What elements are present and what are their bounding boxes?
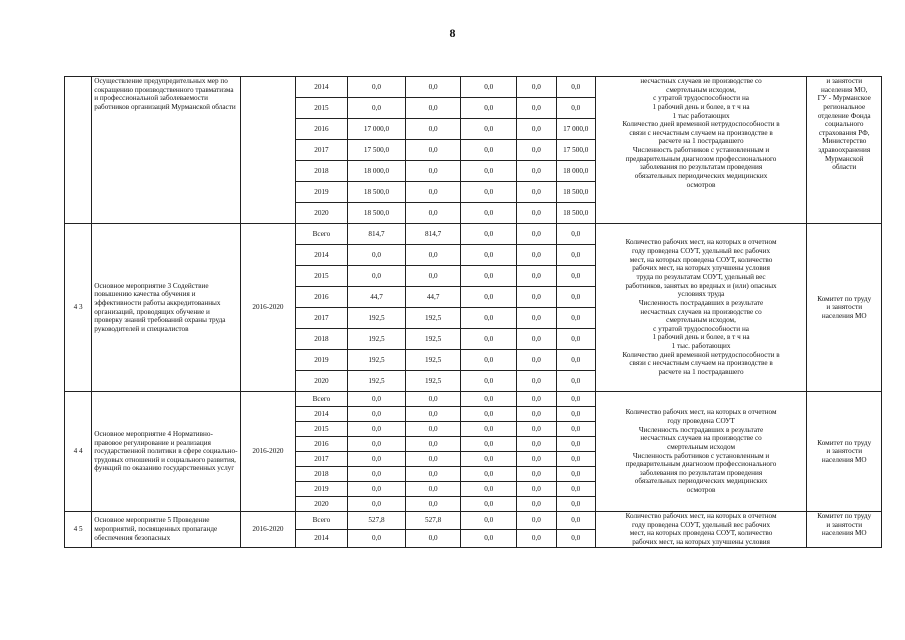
value-cell: 814,7 bbox=[348, 224, 406, 245]
result-line: предварительным диагнозом профессионального bbox=[625, 460, 777, 469]
value-cell: 0,0 bbox=[556, 98, 595, 119]
page-number: 8 bbox=[449, 26, 456, 40]
value-cell: 0,0 bbox=[405, 98, 461, 119]
value-cell: 0,0 bbox=[461, 329, 517, 350]
value-cell: 0,0 bbox=[516, 467, 556, 482]
result-line: Количество рабочих мест, на которых в отчетном bbox=[625, 512, 777, 520]
value-cell: 0,0 bbox=[348, 98, 406, 119]
value-cell: 0,0 bbox=[461, 350, 517, 371]
value-cell: 0,0 bbox=[556, 497, 595, 512]
value-cell: 17 500,0 bbox=[556, 140, 595, 161]
year-cell: 2015 bbox=[295, 266, 347, 287]
value-cell: 0,0 bbox=[348, 529, 406, 547]
value-cell: 0,0 bbox=[348, 245, 406, 266]
value-cell: 0,0 bbox=[516, 224, 556, 245]
executor-line: Комитет по труду bbox=[817, 512, 872, 520]
value-cell: 0,0 bbox=[348, 452, 406, 467]
value-cell: 18 500,0 bbox=[348, 203, 406, 224]
value-cell: 0,0 bbox=[556, 329, 595, 350]
year-cell: Всего bbox=[295, 512, 347, 530]
result-line: смертельным исходом, bbox=[666, 85, 736, 94]
year-cell: 2014 bbox=[295, 529, 347, 547]
value-cell: 0,0 bbox=[461, 140, 517, 161]
item-title: Основное мероприятие 5 Проведение мероприятий, посвященных пропаганде обеспечения безопасных bbox=[92, 512, 241, 548]
value-cell: 0,0 bbox=[348, 467, 406, 482]
value-cell: 0,0 bbox=[516, 140, 556, 161]
value-cell: 0,0 bbox=[556, 422, 595, 437]
item-title: Основное мероприятие 4 Нормативно-правовое регулирование и реализация государственной политики в сфере социально-трудовых отношений и социального развития, функций по оказанию государственных услуг bbox=[92, 392, 241, 512]
year-cell: 2015 bbox=[295, 422, 347, 437]
executor-line: области bbox=[832, 163, 857, 172]
value-cell: 0,0 bbox=[405, 161, 461, 182]
value-cell: 0,0 bbox=[405, 529, 461, 547]
value-cell: 44,7 bbox=[405, 287, 461, 308]
result-line: Численность работников с установленным и bbox=[632, 146, 770, 155]
value-cell: 0,0 bbox=[405, 467, 461, 482]
value-cell: 0,0 bbox=[461, 437, 517, 452]
executor bbox=[807, 77, 882, 224]
year-cell: 2015 bbox=[295, 98, 347, 119]
result-line: смертельным исходом bbox=[667, 442, 736, 451]
value-cell: 0,0 bbox=[556, 407, 595, 422]
value-cell: 192,5 bbox=[405, 329, 461, 350]
executor-line: и занятости bbox=[826, 303, 863, 312]
result-line: предварительным диагнозом профессионального bbox=[625, 154, 777, 163]
value-cell: 0,0 bbox=[556, 287, 595, 308]
value-cell: 0,0 bbox=[461, 182, 517, 203]
value-cell: 0,0 bbox=[461, 224, 517, 245]
year-cell: 2019 bbox=[295, 182, 347, 203]
executor-line: населения МО, bbox=[821, 85, 868, 94]
executor-line: Мурманской bbox=[824, 154, 864, 163]
executor bbox=[807, 224, 882, 392]
year-cell: 2016 bbox=[295, 287, 347, 308]
result-line: рабочих мест, на которых улучшены условия bbox=[632, 537, 770, 546]
result-line: заболевания по результатам проведения bbox=[639, 163, 763, 172]
value-cell: 0,0 bbox=[461, 482, 517, 497]
value-cell: 0,0 bbox=[516, 203, 556, 224]
value-cell: 0,0 bbox=[516, 392, 556, 407]
value-cell: 0,0 bbox=[516, 529, 556, 547]
result-line: расчете на 1 пострадавшего bbox=[658, 137, 744, 146]
value-cell: 0,0 bbox=[405, 77, 461, 98]
result-indicators bbox=[595, 224, 807, 392]
executor-line: здравоохранения bbox=[818, 146, 871, 155]
executor-line: населения МО bbox=[821, 455, 867, 464]
value-cell: 0,0 bbox=[405, 437, 461, 452]
value-cell: 0,0 bbox=[405, 497, 461, 512]
value-cell: 0,0 bbox=[461, 308, 517, 329]
table-row bbox=[65, 224, 882, 245]
year-cell: 2020 bbox=[295, 497, 347, 512]
value-cell: 0,0 bbox=[556, 467, 595, 482]
value-cell: 0,0 bbox=[405, 482, 461, 497]
year-cell: 2017 bbox=[295, 140, 347, 161]
value-cell: 0,0 bbox=[516, 329, 556, 350]
value-cell: 0,0 bbox=[461, 422, 517, 437]
result-line: труда по результатам СОУТ, удельный вес bbox=[636, 272, 766, 281]
result-line: несчастных случаев на производстве со bbox=[640, 307, 762, 316]
value-cell: 18 500,0 bbox=[556, 182, 595, 203]
value-cell: 0,0 bbox=[516, 161, 556, 182]
value-cell: 527,8 bbox=[348, 512, 406, 530]
value-cell: 18 000,0 bbox=[348, 161, 406, 182]
result-line: году проведена СОУТ, удельный вес рабочих bbox=[632, 520, 771, 529]
value-cell: 0,0 bbox=[461, 392, 517, 407]
value-cell: 0,0 bbox=[516, 452, 556, 467]
value-cell: 0,0 bbox=[405, 407, 461, 422]
value-cell: 0,0 bbox=[405, 140, 461, 161]
year-cell: Всего bbox=[295, 224, 347, 245]
value-cell: 192,5 bbox=[405, 350, 461, 371]
executor-line: страхования РФ, bbox=[818, 128, 870, 137]
value-cell: 0,0 bbox=[348, 497, 406, 512]
value-cell: 0,0 bbox=[461, 161, 517, 182]
result-line: условиях труда bbox=[677, 290, 725, 299]
executor-line: и занятости bbox=[826, 447, 863, 456]
value-cell: 0,0 bbox=[348, 482, 406, 497]
year-cell: 2018 bbox=[295, 329, 347, 350]
value-cell: 0,0 bbox=[348, 407, 406, 422]
value-cell: 192,5 bbox=[348, 308, 406, 329]
value-cell: 0,0 bbox=[516, 482, 556, 497]
executor bbox=[807, 512, 882, 548]
table-row bbox=[65, 77, 882, 98]
result-indicators bbox=[595, 512, 807, 548]
year-cell: 2014 bbox=[295, 77, 347, 98]
value-cell: 0,0 bbox=[461, 77, 517, 98]
result-line: Количество рабочих мест, на которых в отчетном bbox=[625, 238, 777, 247]
value-cell: 0,0 bbox=[461, 407, 517, 422]
result-line: 1 тыс. работающих bbox=[671, 342, 731, 351]
value-cell: 0,0 bbox=[461, 266, 517, 287]
result-line: Численность пострадавших в результате bbox=[638, 425, 764, 434]
value-cell: 0,0 bbox=[405, 452, 461, 467]
value-cell: 0,0 bbox=[556, 482, 595, 497]
year-cell: 2019 bbox=[295, 482, 347, 497]
value-cell: 0,0 bbox=[516, 512, 556, 530]
result-line: связи с несчастным случаем на производстве в bbox=[629, 359, 773, 368]
result-indicators bbox=[595, 392, 807, 512]
value-cell: 0,0 bbox=[516, 119, 556, 140]
result-line: обязательных периодических медицинских bbox=[634, 477, 768, 486]
value-cell: 44,7 bbox=[348, 287, 406, 308]
item-title: Основное мероприятие 3 Содействие повышению качества обучения и эффективности работы аккредитованных организаций, проводящих обучение и проверку знаний требований охраны труда руководителей и специалистов bbox=[92, 224, 241, 392]
year-cell: 2014 bbox=[295, 245, 347, 266]
value-cell: 0,0 bbox=[516, 407, 556, 422]
result-line: осмотров bbox=[686, 180, 716, 189]
value-cell: 0,0 bbox=[516, 371, 556, 392]
value-cell: 192,5 bbox=[348, 350, 406, 371]
value-cell: 0,0 bbox=[556, 266, 595, 287]
executor-line: региональное bbox=[823, 102, 866, 111]
result-line: мест, на которых проведена СОУТ, количество bbox=[629, 529, 773, 538]
value-cell: 0,0 bbox=[461, 98, 517, 119]
executor-line: социального bbox=[825, 120, 864, 129]
value-cell: 192,5 bbox=[405, 371, 461, 392]
executor bbox=[807, 392, 882, 512]
value-cell: 0,0 bbox=[405, 245, 461, 266]
item-period: 2016-2020 bbox=[241, 224, 296, 392]
value-cell: 0,0 bbox=[348, 422, 406, 437]
value-cell: 0,0 bbox=[516, 308, 556, 329]
value-cell: 0,0 bbox=[516, 245, 556, 266]
result-line: рабочих мест, на которых улучшены условия bbox=[632, 264, 770, 273]
result-indicators bbox=[595, 77, 807, 224]
value-cell: 0,0 bbox=[516, 266, 556, 287]
result-line: Численность работников с установленным и bbox=[632, 451, 770, 460]
executor-line: населения МО bbox=[821, 529, 867, 538]
value-cell: 0,0 bbox=[516, 98, 556, 119]
executor-line: ГУ - Мурманское bbox=[817, 94, 871, 103]
value-cell: 0,0 bbox=[556, 371, 595, 392]
item-period: 2016-2020 bbox=[241, 392, 296, 512]
result-line: связи с несчастным случаем на производстве в bbox=[629, 128, 773, 137]
value-cell: 0,0 bbox=[556, 245, 595, 266]
value-cell: 0,0 bbox=[405, 182, 461, 203]
executor-line: Комитет по труду bbox=[817, 438, 872, 447]
value-cell: 0,0 bbox=[556, 308, 595, 329]
table-row bbox=[65, 392, 882, 407]
result-line: с утратой трудоспособности на bbox=[653, 94, 749, 103]
value-cell: 0,0 bbox=[461, 203, 517, 224]
executor-line: отделение Фонда bbox=[817, 111, 871, 120]
value-cell: 192,5 bbox=[348, 329, 406, 350]
result-line: несчастных случаев не производстве со bbox=[640, 77, 762, 85]
value-cell: 0,0 bbox=[461, 512, 517, 530]
year-cell: 2018 bbox=[295, 161, 347, 182]
year-cell: 2020 bbox=[295, 371, 347, 392]
value-cell: 527,8 bbox=[405, 512, 461, 530]
value-cell: 0,0 bbox=[348, 437, 406, 452]
result-line: осмотров bbox=[686, 486, 716, 495]
value-cell: 0,0 bbox=[405, 422, 461, 437]
table-row bbox=[65, 512, 882, 530]
value-cell: 0,0 bbox=[516, 350, 556, 371]
value-cell: 0,0 bbox=[556, 452, 595, 467]
item-period: 2016-2020 bbox=[241, 512, 296, 548]
year-cell: 2019 bbox=[295, 350, 347, 371]
value-cell: 17 000,0 bbox=[348, 119, 406, 140]
value-cell: 0,0 bbox=[405, 266, 461, 287]
year-cell: 2020 bbox=[295, 203, 347, 224]
value-cell: 192,5 bbox=[348, 371, 406, 392]
value-cell: 0,0 bbox=[556, 529, 595, 547]
value-cell: 0,0 bbox=[516, 182, 556, 203]
executor-line: Министерство bbox=[822, 137, 867, 146]
value-cell: 0,0 bbox=[348, 266, 406, 287]
item-number: 4 5 bbox=[65, 512, 92, 548]
value-cell: 17 000,0 bbox=[556, 119, 595, 140]
year-cell: 2018 bbox=[295, 467, 347, 482]
value-cell: 0,0 bbox=[516, 422, 556, 437]
value-cell: 0,0 bbox=[556, 77, 595, 98]
value-cell: 0,0 bbox=[461, 452, 517, 467]
item-title: Осуществление предупредительных мер по сокращению производственного травматизма и профессиональной заболеваемости работников организаций Мурманской области bbox=[92, 77, 241, 224]
result-line: мест, на которых проведена СОУТ, количество bbox=[629, 255, 773, 264]
result-line: обязательных периодических медицинских bbox=[634, 172, 768, 181]
result-line: несчастных случаев на производстве со bbox=[640, 434, 762, 443]
value-cell: 0,0 bbox=[556, 512, 595, 530]
value-cell: 814,7 bbox=[405, 224, 461, 245]
item-period bbox=[241, 77, 296, 224]
value-cell: 0,0 bbox=[556, 392, 595, 407]
result-line: 1 рабочий день и более, в т ч на bbox=[652, 102, 750, 111]
value-cell: 0,0 bbox=[348, 77, 406, 98]
result-line: с утратой трудоспособности на bbox=[653, 324, 749, 333]
executor-line: и занятости bbox=[826, 77, 863, 85]
year-cell: 2017 bbox=[295, 452, 347, 467]
value-cell: 0,0 bbox=[405, 203, 461, 224]
item-number: 4 4 bbox=[65, 392, 92, 512]
value-cell: 0,0 bbox=[516, 287, 556, 308]
item-number bbox=[65, 77, 92, 224]
executor-line: и занятости bbox=[826, 520, 863, 529]
value-cell: 0,0 bbox=[556, 224, 595, 245]
value-cell: 0,0 bbox=[516, 77, 556, 98]
value-cell: 0,0 bbox=[461, 529, 517, 547]
year-cell: 2016 bbox=[295, 119, 347, 140]
value-cell: 0,0 bbox=[516, 437, 556, 452]
result-line: Численность пострадавших в результате bbox=[638, 298, 764, 307]
program-table bbox=[64, 76, 882, 548]
result-line: расчете на 1 пострадавшего bbox=[658, 367, 744, 376]
value-cell: 0,0 bbox=[516, 497, 556, 512]
value-cell: 17 500,0 bbox=[348, 140, 406, 161]
value-cell: 0,0 bbox=[461, 497, 517, 512]
year-cell: 2017 bbox=[295, 308, 347, 329]
result-line: 1 рабочий день и более, в т ч на bbox=[652, 333, 750, 342]
executor-line: населения МО bbox=[821, 311, 867, 320]
value-cell: 0,0 bbox=[461, 245, 517, 266]
value-cell: 0,0 bbox=[348, 392, 406, 407]
result-line: году проведена СОУТ, удельный вес рабочих bbox=[632, 247, 771, 256]
year-cell: 2014 bbox=[295, 407, 347, 422]
result-line: Количество рабочих мест, на которых в отчетном bbox=[625, 408, 777, 417]
result-line: Количество дней временной нетрудоспособности в bbox=[622, 350, 780, 359]
result-line: 1 тыс работающих bbox=[672, 111, 730, 120]
value-cell: 192,5 bbox=[405, 308, 461, 329]
value-cell: 0,0 bbox=[405, 119, 461, 140]
result-line: смертельным исходом, bbox=[666, 316, 736, 325]
value-cell: 0,0 bbox=[461, 467, 517, 482]
value-cell: 18 500,0 bbox=[348, 182, 406, 203]
result-line: году проведена СОУТ bbox=[667, 416, 735, 425]
value-cell: 18 500,0 bbox=[556, 203, 595, 224]
item-number: 4 3 bbox=[65, 224, 92, 392]
value-cell: 0,0 bbox=[461, 119, 517, 140]
result-line: заболевания по результатам проведения bbox=[639, 468, 763, 477]
value-cell: 0,0 bbox=[556, 437, 595, 452]
result-line: работников, занятых во вредных и (или) опасных bbox=[625, 281, 777, 290]
value-cell: 0,0 bbox=[461, 287, 517, 308]
result-line: Количество дней временной нетрудоспособности в bbox=[622, 120, 780, 129]
value-cell: 0,0 bbox=[556, 350, 595, 371]
year-cell: 2016 bbox=[295, 437, 347, 452]
executor-line: Комитет по труду bbox=[817, 294, 872, 303]
year-cell: Всего bbox=[295, 392, 347, 407]
value-cell: 0,0 bbox=[405, 392, 461, 407]
value-cell: 0,0 bbox=[461, 371, 517, 392]
value-cell: 18 000,0 bbox=[556, 161, 595, 182]
